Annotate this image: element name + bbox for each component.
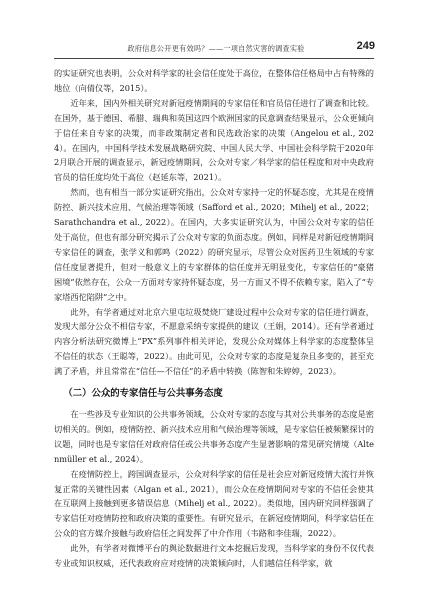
page-number: 249 [356,40,375,52]
paragraph: 在一些涉及专业知识的公共事务领域，公众对专家的态度与其对公共事务的态度是密切相关的。例如，疫情防控、新兴技术应用和气候治理等领域，是专家信任被频繁探讨的议题，同时也是专家信任对政府信任或公共事务态度产生显著影响的常见研究情境（Altenmüller et al., 2024）。 [54,409,374,464]
paragraph: 此外，有学者通过对北京六里屯垃圾焚烧厂建设过程中公众对专家的信任进行调查，发现大部分公众不相信专家，不愿意采纳专家提供的建议（王娟，2014）。还有学者通过内容分析法研究微博上“PX”系列事件相关评论，发现公众对媒体上科学家的态度整体呈不信任的状态（王聪等，2022）。由此可见，公众对专家的态度是复杂且多变的，甚至充满了矛盾，并且常常在“信任—不信任”的矛盾中转换（陈智和朱婷婷，2023）。 [54,306,374,377]
paragraph: 此外，有学者对微博平台的舆论数据进行文本挖掘后发现，当科学家的身份不仅代表专业或知识权威，还代表政府应对疫情的决策倾向时，人们越信任科学家，就 [54,543,374,569]
paragraph: 近年来，国内外相关研究对新冠疫情期间的专家信任和官员信任进行了调查和比较。在国外，基于德国、希腊、瑞典和英国这四个欧洲国家的民意调查结果显示，公众更倾向于信任来自专家的决策，而非政策制定者和民选政治家的决策（Angelou et al., 2024）。在国内，中国科学技术发展战略研究院、中国人民大学、中国社会科学院于2020年2月联合开展的调查显示，新冠疫情期间，公众对专家／科学家的信任程度和对中央政府官员的信任度均处于高位（赵延东等，2021）。 [54,97,374,183]
section-heading: （二）公众的专家信任与公共事务态度 [63,388,223,400]
running-title: 政府信息公开更有效吗？——一项自然灾害的调查实验 [127,44,305,53]
paragraph: 在疫情防控上，跨国调查显示，公众对科学家的信任是社会应对新冠疫情大流行并恢复正常的关键性因素（Algan et al., 2021），而公众在疫情期间对专家的不信任会使其在互联网上接触到更多错误信息（Mihelj et al., 2022）。类似地，国内研究同样强调了专家信任对疫情防控和政府决策的重要性。有研究显示，在新冠疫情期间，科学家信任在公众的官方媒介接触与政府信任之间发挥了中介作用（韦路和李佳瑞，2022）。 [54,468,374,539]
body-text [54,66,374,571]
paragraph: 然而，也有相当一部分实证研究指出，公众对专家持一定的怀疑态度，尤其是在疫情防控、新兴技术应用、气候治理等领域（Safford et al., 2020；Mihelj et al., 2022；Sarathchandra et al., 2022）。在国内，大多实证研究认为，中国公众对专家的信任处于高位，但也有部分研究揭示了公众对专家的负面态度。例如，同样是对新冠疫情期间专家信任的调查，张学义和郭鸣（2022）的研究显示，尽管公众对医药卫生领域的专家信任度显著提升，但对一般意义上的专家群体的信任度并无明显变化，专家信任的“豪猪困境”依然存在，公众一方面对专家持怀疑态度，另一方面又不得不依赖专家，陷入了“专家塔西佗陷阱”之中。 [54,187,374,302]
paragraph: 的实证研究也表明，公众对科学家的社会信任度处于高位，在整体信任格局中占有特殊的地位（向倩仪等，2015）。 [54,68,374,93]
header-rule [54,58,374,59]
